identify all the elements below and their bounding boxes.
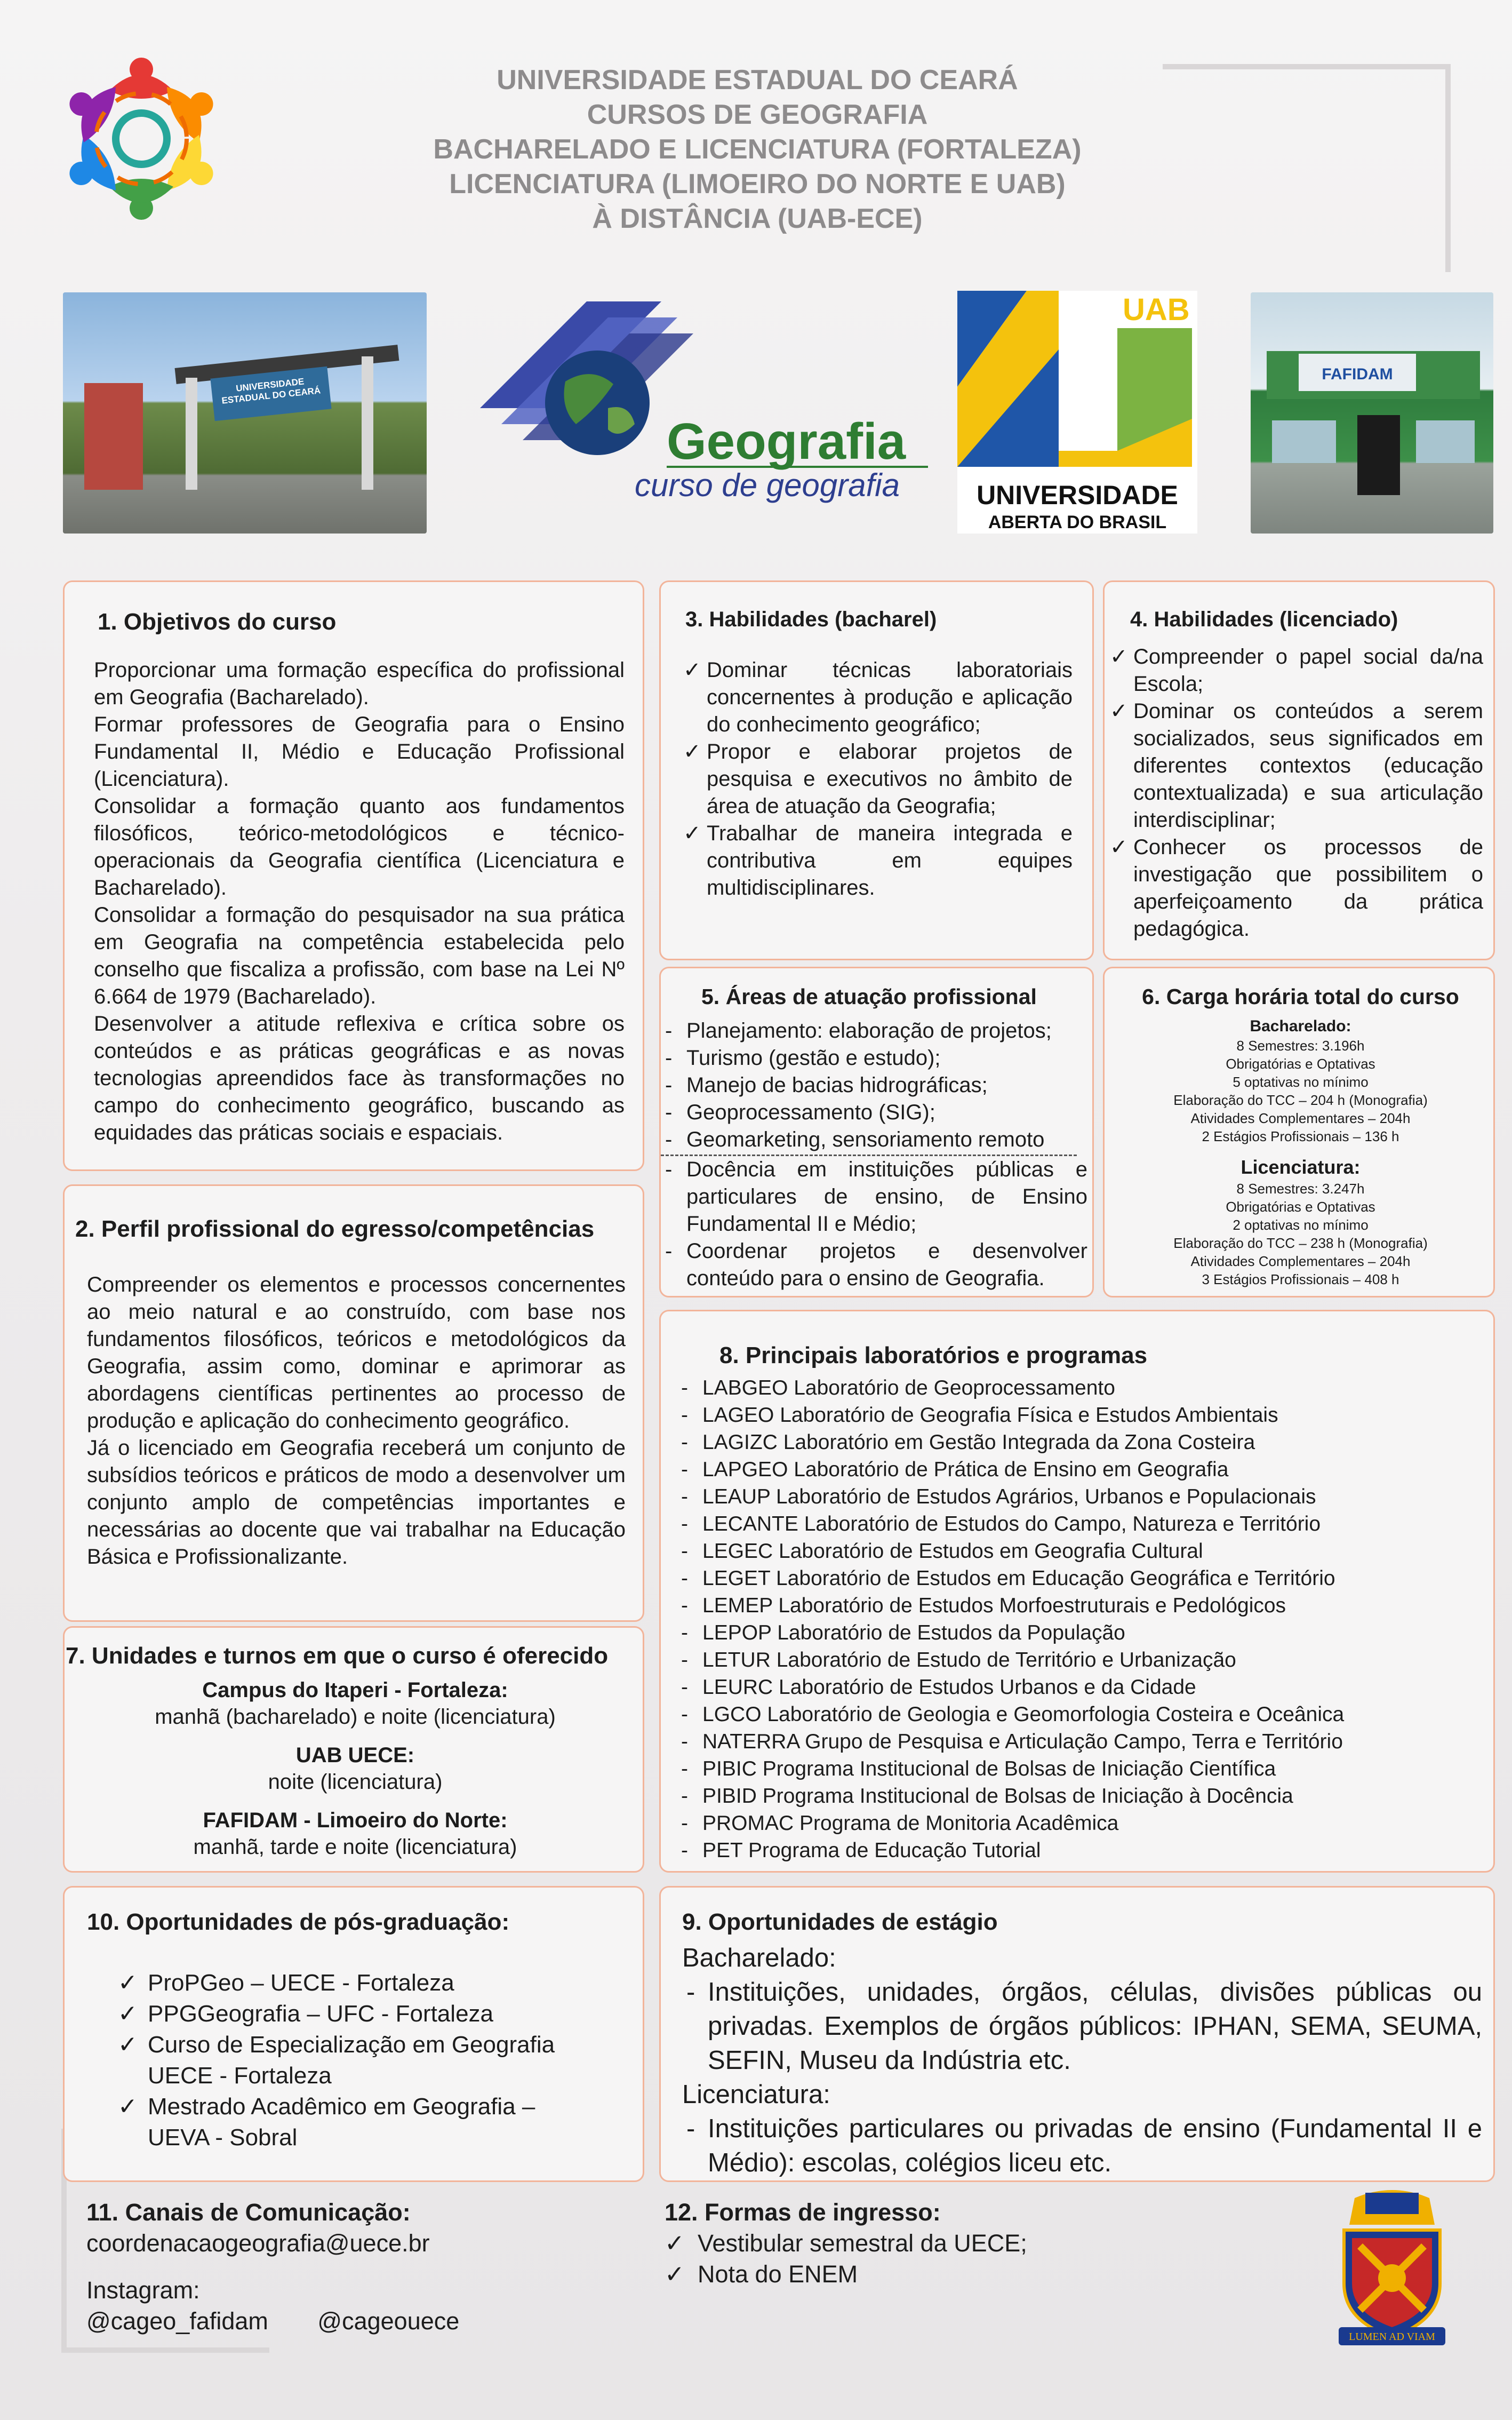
list-item: - LABGEO Laboratório de Geoprocessamento bbox=[677, 1374, 1477, 1402]
header-line: À DISTÂNCIA (UAB-ECE) bbox=[592, 203, 923, 234]
estagio-lic-label: Licenciatura: bbox=[682, 2080, 830, 2109]
list-item: ✓ Nota do ENEM bbox=[665, 2259, 1305, 2290]
section-ingresso bbox=[665, 2197, 1305, 2290]
unit-shifts: manhã, tarde e noite (licenciatura) bbox=[193, 1835, 517, 1859]
list-item: - LEPOP Laboratório de Estudos da População bbox=[677, 1619, 1477, 1646]
carga-line: 5 optativas no mínimo bbox=[1233, 1074, 1369, 1090]
section-habilidades-licenciado bbox=[1103, 580, 1495, 960]
uab-logo bbox=[957, 291, 1197, 534]
list-item: ✓ Propor e elaborar projetos de pesquisa e executivos no âmbito de área de atuação da Geografia; bbox=[683, 738, 1073, 820]
list-item: - LEMEP Laboratório de Estudos Morfoestruturais e Pedológicos bbox=[677, 1592, 1477, 1619]
list-item: - LEAUP Laboratório de Estudos Agrários, Urbanos e Populacionais bbox=[677, 1483, 1477, 1510]
list-item: ✓ Conhecer os processos de investigação que possibilitem o aperfeiçoamento da prática pedagógica. bbox=[1110, 834, 1483, 943]
list-item: - Docência em instituições públicas e particulares de ensino, de Ensino Fundamental II e Médio; bbox=[661, 1156, 1087, 1238]
list-item: ✓ Mestrado Acadêmico em Geografia – UEVA - Sobral bbox=[118, 2091, 598, 2153]
uece-seal-icon bbox=[1328, 2187, 1456, 2347]
list-item: - Coordenar projetos e desenvolver conteúdo para o ensino de Geografia. bbox=[661, 1238, 1087, 1292]
paragraph: Consolidar a formação quanto aos fundamentos filosóficos, teórico-metodológicos e técnico-operacionais da Geografia científica (Licenciatura e Bacharelado). bbox=[94, 794, 625, 899]
section-laboratorios bbox=[659, 1310, 1495, 1873]
areas-atuacao-list bbox=[661, 1017, 1087, 1292]
estagio-bach-label: Bacharelado: bbox=[682, 1944, 836, 1972]
list-item: - LAPGEO Laboratório de Prática de Ensino em Geografia bbox=[677, 1456, 1477, 1483]
list-item: - Instituições particulares ou privadas de ensino (Fundamental II e Médio): escolas, colégios liceu etc. bbox=[682, 2112, 1482, 2180]
section-objetivos bbox=[63, 580, 644, 1171]
carga-bacharelado-title: Bacharelado: bbox=[1250, 1017, 1351, 1035]
carga-line: 8 Semestres: 3.247h bbox=[1236, 1181, 1365, 1197]
list-item: ✓ Vestibular semestral da UECE; bbox=[665, 2228, 1305, 2259]
section-title: 6. Carga horária total do curso bbox=[1142, 984, 1459, 1009]
unit-name: FAFIDAM - Limoeiro do Norte: bbox=[203, 1809, 508, 1832]
list-item: - Instituições, unidades, órgãos, células, divisões públicas ou privadas. Exemplos de órgãos públicos: IPHAN, SEMA, SEUMA, SEFIN, Museu da Indústria etc. bbox=[682, 1975, 1482, 2077]
carga-licenciatura bbox=[1105, 1155, 1497, 1288]
section-title: 11. Canais de Comunicação: bbox=[86, 2199, 411, 2226]
list-item: - LGCO Laboratório de Geologia e Geomorfologia Costeira e Oceânica bbox=[677, 1701, 1477, 1728]
fafidam-campus-photo bbox=[1251, 292, 1493, 534]
instagram-handles bbox=[86, 2306, 646, 2337]
list-item: - LAGEO Laboratório de Geografia Física e Estudos Ambientais bbox=[677, 1402, 1477, 1429]
header-title bbox=[299, 63, 1216, 236]
list-item: - Manejo de bacias hidrográficas; bbox=[661, 1072, 1087, 1099]
carga-line: 2 Estágios Profissionais – 136 h bbox=[1202, 1128, 1399, 1144]
paragraph: Proporcionar uma formação específica do profissional em Geografia (Bacharelado). bbox=[94, 658, 625, 709]
section-estagio bbox=[659, 1886, 1495, 2182]
section-canais bbox=[86, 2197, 646, 2337]
estagio-lic-list bbox=[682, 2112, 1482, 2180]
list-item: - PIBID Programa Institucional de Bolsas de Iniciação à Docência bbox=[677, 1782, 1477, 1810]
section-pos-graduacao bbox=[63, 1886, 644, 2182]
list-item: - LEGEC Laboratório de Estudos em Geografia Cultural bbox=[677, 1538, 1477, 1565]
list-item: - PROMAC Programa de Monitoria Acadêmica bbox=[677, 1810, 1477, 1837]
paragraph: Formar professores de Geografia para o Ensino Fundamental II, Médio e Educação Profissional (Licenciatura). bbox=[94, 713, 625, 791]
carga-line: Atividades Complementares – 204h bbox=[1190, 1110, 1411, 1126]
pos-graduacao-list bbox=[118, 1968, 598, 2153]
uab-name: UNIVERSIDADE bbox=[977, 480, 1178, 510]
list-item: - Geoprocessamento (SIG); bbox=[661, 1099, 1087, 1126]
carga-line: 8 Semestres: 3.196h bbox=[1236, 1038, 1365, 1054]
list-item: - Geomarketing, sensoriamento remoto bbox=[661, 1126, 1077, 1156]
perfil-text bbox=[87, 1271, 626, 1571]
paragraph: Compreender os elementos e processos concernentes ao meio natural e ao construído, com base nos fundamentos filosóficos, teóricos e metodológicos da Geografia, assim como, dominar e aprimorar as abordagens científicas pertinentes ao processo de produção e aplicação do conhecimento geográfico. bbox=[87, 1273, 626, 1432]
list-item: - LEGET Laboratório de Estudos em Educação Geográfica e Território bbox=[677, 1565, 1477, 1592]
geo-logo-sub: curso de geografia bbox=[635, 467, 900, 503]
section-perfil bbox=[63, 1184, 644, 1622]
carga-line: Atividades Complementares – 204h bbox=[1190, 1253, 1411, 1269]
list-item: ✓ Trabalhar de maneira integrada e contributiva em equipes multidisciplinares. bbox=[683, 820, 1073, 902]
paragraph: Consolidar a formação do pesquisador na sua prática em Geografia na competência estabelecida pelo conselho que fiscaliza a profissão, com base na Lei Nº 6.664 de 1979 (Bacharelado). bbox=[94, 903, 625, 1008]
list-item: - LECANTE Laboratório de Estudos do Campo, Natureza e Território bbox=[677, 1510, 1477, 1538]
list-item: - Planejamento: elaboração de projetos; bbox=[661, 1017, 1087, 1045]
list-item: ✓ PPGGeografia – UFC - Fortaleza bbox=[118, 1999, 598, 2029]
list-item: - PIBIC Programa Institucional de Bolsas de Iniciação Científica bbox=[677, 1755, 1477, 1782]
seal-motto: LUMEN AD VIAM bbox=[1349, 2331, 1435, 2343]
section-carga-horaria bbox=[1103, 967, 1495, 1297]
section-title: 2. Perfil profissional do egresso/competências bbox=[75, 1216, 595, 1242]
paragraph: Desenvolver a atitude reflexiva e crítica sobre os conteúdos e as práticas geográficas e as novas tecnologias apreendidos face às transformações no campo do conhecimento geográfico, buscando as equidades das práticas sociais e espaciais. bbox=[94, 1012, 625, 1144]
ingresso-list bbox=[665, 2228, 1305, 2290]
list-item: - Turismo (gestão e estudo); bbox=[661, 1045, 1087, 1072]
uece-sign: UNIVERSIDADE ESTADUAL DO CEARÁ bbox=[210, 367, 331, 421]
estagio-bach-list bbox=[682, 1975, 1482, 2077]
carga-line: Obrigatórias e Optativas bbox=[1226, 1056, 1375, 1072]
list-item: - NATERRA Grupo de Pesquisa e Articulação Campo, Terra e Território bbox=[677, 1728, 1477, 1755]
section-habilidades-bacharel bbox=[659, 580, 1094, 960]
section-title: 1. Objetivos do curso bbox=[98, 609, 337, 635]
colorful-people-logo bbox=[53, 51, 229, 227]
unit-shifts: noite (licenciatura) bbox=[268, 1770, 443, 1794]
uab-label: UAB bbox=[1123, 292, 1190, 327]
section-title: 5. Áreas de atuação profissional bbox=[701, 984, 1037, 1009]
habilidades-licenciado-list bbox=[1110, 643, 1483, 943]
uece-campus-photo bbox=[63, 292, 427, 534]
section-title: 9. Oportunidades de estágio bbox=[682, 1909, 998, 1935]
list-item: ✓ Dominar os conteúdos a serem socializados, seus significados em diferentes contextos (educação contextualizada) e sua articulação interdisciplinar; bbox=[1110, 698, 1483, 834]
logo-figure-1 bbox=[109, 58, 173, 99]
carga-bacharelado bbox=[1105, 1016, 1497, 1145]
geo-logo-word: Geografia bbox=[667, 413, 906, 470]
unit-shifts: manhã (bacharelado) e noite (licenciatura) bbox=[155, 1705, 556, 1729]
estagio-content bbox=[682, 1941, 1482, 2180]
geografia-logo bbox=[469, 285, 939, 520]
section-title: 8. Principais laboratórios e programas bbox=[719, 1342, 1148, 1368]
list-item: - LETUR Laboratório de Estudo de Território e Urbanização bbox=[677, 1646, 1477, 1674]
objetivos-text bbox=[94, 657, 625, 1147]
list-item: ✓ Dominar técnicas laboratoriais concernentes à produção e aplicação do conhecimento geográfico; bbox=[683, 657, 1073, 738]
list-item: - PET Programa de Educação Tutorial bbox=[677, 1837, 1477, 1864]
section-title: 4. Habilidades (licenciado) bbox=[1130, 608, 1398, 631]
header-line: UNIVERSIDADE ESTADUAL DO CEARÁ bbox=[497, 65, 1018, 95]
instagram-handle[interactable]: @cageouece bbox=[317, 2307, 460, 2335]
list-item: - LAGIZC Laboratório em Gestão Integrada da Zona Costeira bbox=[677, 1429, 1477, 1456]
list-item: ✓ Compreender o papel social da/na Escola; bbox=[1110, 643, 1483, 698]
section-title: 7. Unidades e turnos em que o curso é oferecido bbox=[66, 1643, 609, 1669]
uab-sub: ABERTA DO BRASIL bbox=[988, 512, 1167, 532]
list-item: ✓ ProPGeo – UECE - Fortaleza bbox=[118, 1968, 598, 1999]
header-line: BACHARELADO E LICENCIATURA (FORTALEZA) bbox=[433, 134, 1082, 165]
carga-line: Elaboração do TCC – 204 h (Monografia) bbox=[1173, 1092, 1428, 1108]
section-areas-atuacao bbox=[659, 967, 1094, 1297]
habilidades-bacharel-list bbox=[683, 657, 1073, 902]
carga-line: Obrigatórias e Optativas bbox=[1226, 1199, 1375, 1215]
carga-line: 3 Estágios Profissionais – 408 h bbox=[1202, 1271, 1399, 1287]
unit-name: UAB UECE: bbox=[295, 1744, 415, 1767]
section-title: 12. Formas de ingresso: bbox=[665, 2199, 941, 2226]
unidades-list bbox=[65, 1677, 646, 1860]
header-line: LICENCIATURA (LIMOEIRO DO NORTE E UAB) bbox=[449, 169, 1066, 200]
header-line: CURSOS DE GEOGRAFIA bbox=[587, 99, 928, 130]
section-title: 3. Habilidades (bacharel) bbox=[685, 608, 937, 631]
fafidam-sign: FAFIDAM bbox=[1299, 354, 1416, 391]
carga-line: 2 optativas no mínimo bbox=[1233, 1217, 1369, 1233]
carga-line: Elaboração do TCC – 238 h (Monografia) bbox=[1173, 1235, 1428, 1251]
unit-name: Campus do Itaperi - Fortaleza: bbox=[202, 1678, 508, 1702]
instagram-handle[interactable]: @cageo_fafidam bbox=[86, 2307, 268, 2335]
section-unidades-turnos bbox=[63, 1626, 644, 1873]
paragraph: Já o licenciado em Geografia receberá um conjunto de subsídios teóricos e práticos de modo a desenvolver um conjunto amplo de competências importantes e necessárias ao docente que vai trabalhar na Educação Básica e Profissionalizante. bbox=[87, 1436, 626, 1569]
list-item: - LEURC Laboratório de Estudos Urbanos e da Cidade bbox=[677, 1674, 1477, 1701]
laboratorios-list bbox=[677, 1374, 1477, 1864]
list-item: ✓ Curso de Especialização em Geografia UECE - Fortaleza bbox=[118, 2029, 598, 2091]
contact-email[interactable]: coordenacaogeografia@uece.br bbox=[86, 2230, 430, 2257]
section-title: 10. Oportunidades de pós-graduação: bbox=[87, 1909, 510, 1935]
instagram-label: Instagram: bbox=[86, 2276, 200, 2304]
carga-licenciatura-title: Licenciatura: bbox=[1241, 1156, 1361, 1178]
